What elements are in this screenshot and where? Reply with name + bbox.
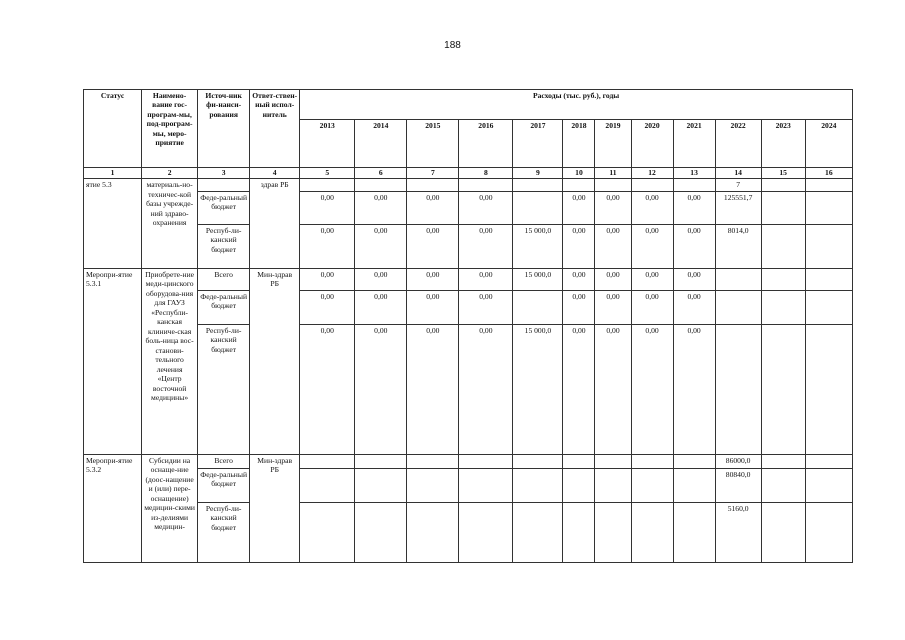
value-cell: 0,00 (407, 191, 459, 224)
value-cell (595, 468, 631, 502)
value-cell (805, 502, 852, 562)
value-cell (715, 290, 761, 324)
value-cell: 0,00 (563, 324, 595, 454)
value-cell: 0,00 (459, 191, 513, 224)
value-cell (300, 454, 355, 468)
value-cell: 0,00 (595, 324, 631, 454)
value-cell (459, 502, 513, 562)
value-cell (513, 468, 563, 502)
header-status: Статус (84, 90, 142, 168)
value-cell: 86000,0 (715, 454, 761, 468)
value-cell: 0,00 (355, 191, 407, 224)
header-executor: Ответ-ствен-ный испол-нитель (250, 90, 300, 168)
value-cell: 0,00 (595, 268, 631, 290)
header-name: Наимено-вание гос-програм-мы, под-програм-мы, меро-приятие (142, 90, 198, 168)
source-cell (198, 179, 250, 191)
value-cell: 0,00 (563, 268, 595, 290)
column-number: 9 (513, 168, 563, 179)
value-cell (513, 290, 563, 324)
value-cell (715, 268, 761, 290)
value-cell: 0,00 (407, 290, 459, 324)
column-number: 13 (673, 168, 715, 179)
column-number: 15 (761, 168, 805, 179)
value-cell: 0,00 (300, 324, 355, 454)
value-cell: 0,00 (563, 191, 595, 224)
value-cell (761, 268, 805, 290)
source-cell: Феде-ральный бюджет (198, 191, 250, 224)
source-cell: Феде-ральный бюджет (198, 290, 250, 324)
value-cell (407, 502, 459, 562)
value-cell (513, 502, 563, 562)
value-cell (761, 191, 805, 224)
value-cell: 0,00 (673, 290, 715, 324)
value-cell: 0,00 (631, 268, 673, 290)
value-cell (595, 502, 631, 562)
value-cell: 0,00 (631, 324, 673, 454)
value-cell (805, 468, 852, 502)
column-number: 11 (595, 168, 631, 179)
table-row (84, 191, 853, 224)
name-cell: материаль-но-техничес-кой базы учрежде-ний здраво-охранения (142, 179, 198, 268)
header-year: 2017 (513, 120, 563, 168)
status-cell: ятие 5.3 (84, 179, 142, 268)
budget-table (83, 89, 853, 563)
value-cell (513, 191, 563, 224)
value-cell (355, 454, 407, 468)
value-cell: 0,00 (595, 290, 631, 324)
value-cell (355, 179, 407, 191)
value-cell (631, 179, 673, 191)
name-cell: Субсидии на оснаще-ние (доос-нащение и (или) пере-оснащение) медицин-скими из-делиями медицин- (142, 454, 198, 562)
value-cell (407, 468, 459, 502)
value-cell: 0,00 (595, 224, 631, 268)
table-row (84, 290, 853, 324)
value-cell (631, 454, 673, 468)
value-cell (761, 324, 805, 454)
column-number: 1 (84, 168, 142, 179)
value-cell (761, 224, 805, 268)
value-cell: 0,00 (563, 290, 595, 324)
value-cell: 0,00 (459, 290, 513, 324)
value-cell (631, 468, 673, 502)
value-cell: 15 000,0 (513, 268, 563, 290)
value-cell: 8014,0 (715, 224, 761, 268)
value-cell (513, 179, 563, 191)
table-row (84, 502, 853, 562)
value-cell (300, 179, 355, 191)
column-number: 4 (250, 168, 300, 179)
header-year: 2013 (300, 120, 355, 168)
header-expenses: Расходы (тыс. руб.), годы (300, 90, 853, 120)
value-cell: 0,00 (673, 224, 715, 268)
value-cell (595, 454, 631, 468)
value-cell: 0,00 (595, 191, 631, 224)
executor-cell: Мин-здрав РБ (250, 268, 300, 454)
value-cell (761, 454, 805, 468)
value-cell (563, 454, 595, 468)
value-cell (407, 454, 459, 468)
value-cell: 0,00 (631, 191, 673, 224)
value-cell: 5160,0 (715, 502, 761, 562)
name-cell: Приобрете-ние меди-цинского оборудова-ния для ГАУЗ «Республи-канская клиниче-ская боль-ница вос-станови-тельного лечения «Центр восточной медицины» (142, 268, 198, 454)
source-cell: Всего (198, 454, 250, 468)
status-cell: Меропри-ятие 5.3.1 (84, 268, 142, 454)
header-year: 2015 (407, 120, 459, 168)
value-cell (513, 454, 563, 468)
value-cell: 0,00 (300, 268, 355, 290)
value-cell: 80840,0 (715, 468, 761, 502)
value-cell: 0,00 (459, 324, 513, 454)
table-row (84, 468, 853, 502)
executor-cell: здрав РБ (250, 179, 300, 268)
source-cell: Всего (198, 268, 250, 290)
value-cell (715, 324, 761, 454)
header-year: 2024 (805, 120, 852, 168)
header-year: 2022 (715, 120, 761, 168)
value-cell (761, 502, 805, 562)
header-year: 2018 (563, 120, 595, 168)
value-cell (673, 454, 715, 468)
value-cell (355, 468, 407, 502)
value-cell (631, 502, 673, 562)
value-cell: 0,00 (407, 268, 459, 290)
value-cell: 0,00 (300, 224, 355, 268)
value-cell: 15 000,0 (513, 324, 563, 454)
value-cell: 0,00 (673, 324, 715, 454)
value-cell: 0,00 (459, 268, 513, 290)
value-cell (673, 179, 715, 191)
table-row (84, 454, 853, 468)
value-cell: 0,00 (673, 191, 715, 224)
column-number: 7 (407, 168, 459, 179)
value-cell (673, 502, 715, 562)
value-cell: 0,00 (355, 324, 407, 454)
value-cell (300, 468, 355, 502)
value-cell: 0,00 (407, 324, 459, 454)
value-cell: 0,00 (300, 290, 355, 324)
header-year: 2023 (761, 120, 805, 168)
column-number: 3 (198, 168, 250, 179)
column-number: 5 (300, 168, 355, 179)
value-cell: 0,00 (459, 224, 513, 268)
value-cell (805, 290, 852, 324)
source-cell: Респуб-ли-канский бюджет (198, 324, 250, 454)
value-cell: 7 (715, 179, 761, 191)
value-cell (355, 502, 407, 562)
value-cell (563, 179, 595, 191)
table-row (84, 268, 853, 290)
value-cell (563, 502, 595, 562)
executor-cell: Мин-здрав РБ (250, 454, 300, 562)
header-year: 2021 (673, 120, 715, 168)
value-cell: 0,00 (673, 268, 715, 290)
value-cell (805, 324, 852, 454)
header-year: 2020 (631, 120, 673, 168)
status-cell: Меропри-ятие 5.3.2 (84, 454, 142, 562)
value-cell (761, 290, 805, 324)
value-cell: 0,00 (355, 290, 407, 324)
column-number: 2 (142, 168, 198, 179)
source-cell: Респуб-ли-канский бюджет (198, 502, 250, 562)
value-cell (673, 468, 715, 502)
value-cell: 0,00 (355, 224, 407, 268)
value-cell: 0,00 (563, 224, 595, 268)
table-row (84, 224, 853, 268)
value-cell (563, 468, 595, 502)
header-year: 2016 (459, 120, 513, 168)
value-cell (805, 268, 852, 290)
value-cell: 125551,7 (715, 191, 761, 224)
value-cell (459, 454, 513, 468)
header-year: 2014 (355, 120, 407, 168)
value-cell: 0,00 (407, 224, 459, 268)
value-cell (300, 502, 355, 562)
value-cell (407, 179, 459, 191)
column-number: 10 (563, 168, 595, 179)
column-number: 8 (459, 168, 513, 179)
page-number: 188 (444, 40, 461, 51)
column-number: 12 (631, 168, 673, 179)
value-cell (459, 468, 513, 502)
value-cell: 15 000,0 (513, 224, 563, 268)
value-cell (761, 179, 805, 191)
value-cell: 0,00 (300, 191, 355, 224)
value-cell (805, 224, 852, 268)
value-cell (805, 454, 852, 468)
source-cell: Феде-ральный бюджет (198, 468, 250, 502)
table-row (84, 324, 853, 454)
value-cell: 0,00 (631, 290, 673, 324)
column-number: 14 (715, 168, 761, 179)
column-number: 16 (805, 168, 852, 179)
header-source: Источ-ник фи-нанси-рования (198, 90, 250, 168)
header-year: 2019 (595, 120, 631, 168)
value-cell (805, 179, 852, 191)
value-cell (805, 191, 852, 224)
value-cell: 0,00 (355, 268, 407, 290)
value-cell (459, 179, 513, 191)
value-cell: 0,00 (631, 224, 673, 268)
value-cell (761, 468, 805, 502)
column-number: 6 (355, 168, 407, 179)
table-row (84, 179, 853, 191)
source-cell: Респуб-ли-канский бюджет (198, 224, 250, 268)
value-cell (595, 179, 631, 191)
